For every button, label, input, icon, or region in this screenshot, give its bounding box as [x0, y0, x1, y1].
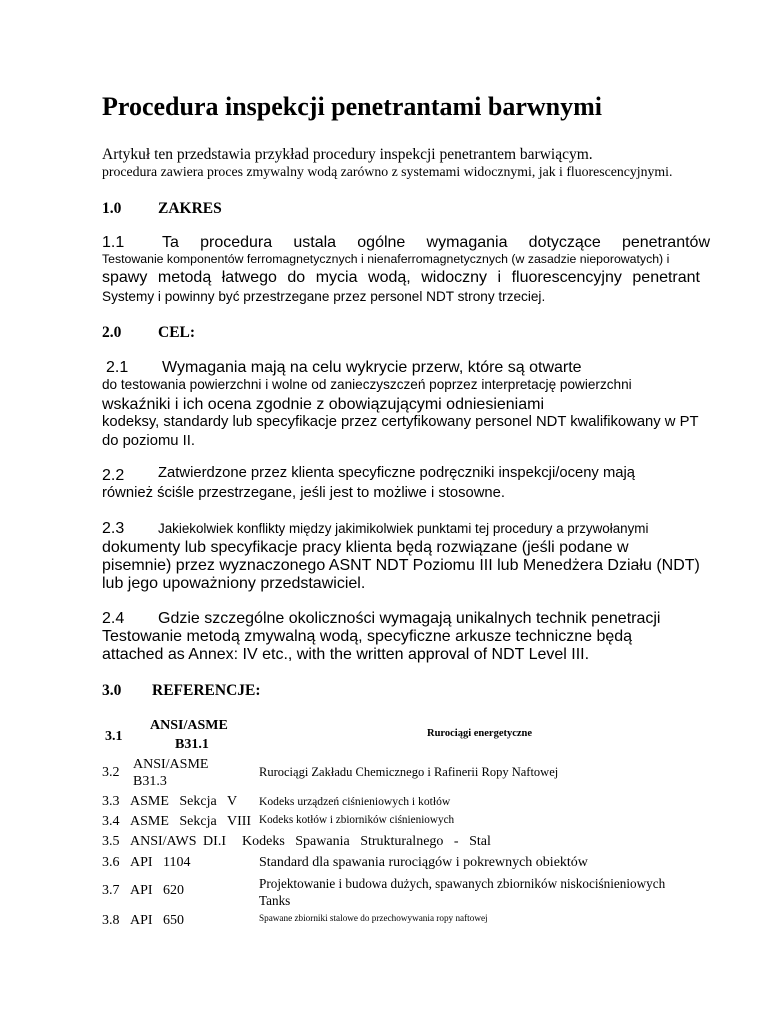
section-3-title: REFERENCJE:	[152, 682, 261, 699]
para-2-1-line-4: kodeksy, standardy lub specyfikacje przez certyfikowany personel NDT kwalifikowany w PT	[102, 414, 699, 430]
ref-code: ANSI/AWS DI.I	[130, 834, 226, 849]
ref-description: Spawane zbiorniki stalowe do przechowywania ropy naftowej	[259, 913, 488, 923]
para-1-1-line-3: spawy metodą łatwego do mycia wodą, widoczny i fluorescencyjny penetrant	[102, 269, 700, 286]
para-2-1-line-5: do poziomu II.	[102, 433, 195, 449]
ref-number: 3.1	[105, 729, 123, 744]
section-2-number: 2.0	[102, 324, 122, 341]
para-2-1-line-1: Wymagania mają na celu wykrycie przerw, które są otwarte	[162, 359, 582, 376]
para-2-3-line-1: Jakiekolwiek konflikty między jakimikolwiek punktami tej procedury a przywołanymi	[158, 521, 649, 536]
para-2-3-line-3: pisemnie) przez wyznaczonego ASNT NDT Poziomu III lub Menedżera Działu (NDT)	[102, 557, 700, 574]
para-2-4-number: 2.4	[102, 610, 125, 627]
ref-number: 3.6	[102, 855, 120, 870]
ref-description: Kodeks kotłów i zbiorników ciśnieniowych	[259, 814, 455, 826]
para-1-1-line-1: Ta procedura ustala ogólne wymagania dotyczące penetrantów	[162, 234, 710, 251]
ref-description: Kodeks urządzeń ciśnieniowych i kotłów	[259, 795, 451, 808]
para-2-3-number: 2.3	[102, 520, 125, 537]
para-2-2-number: 2.2	[102, 467, 125, 484]
para-2-2-line-1: Zatwierdzone przez klienta specyficzne podręczniki inspekcji/oceny mają	[158, 465, 636, 481]
ref-description-line-2: Tanks	[259, 893, 291, 908]
ref-number: 3.7	[102, 883, 120, 898]
ref-code: ASME Sekcja VIII	[130, 814, 252, 829]
ref-number: 3.2	[102, 765, 120, 780]
para-1-1-number: 1.1	[102, 234, 125, 251]
ref-number: 3.3	[102, 794, 120, 809]
para-2-1-line-3: wskaźniki i ich ocena zgodnie z obowiązującymi odniesieniami	[102, 396, 544, 413]
ref-number: 3.4	[102, 814, 120, 829]
intro-line-2: procedura zawiera proces zmywalny wodą zarówno z systemami widocznymi, jak i fluorescencyjnymi.	[102, 164, 673, 179]
ref-code: API 650	[130, 913, 185, 928]
ref-code: ASME Sekcja V	[130, 794, 238, 809]
ref-code: ANSI/ASME	[133, 757, 209, 772]
intro-line-1: Artykuł ten przedstawia przykład procedury inspekcji penetrantem barwiącym.	[102, 146, 593, 163]
page-title: Procedura inspekcji penetrantami barwnymi	[102, 92, 602, 121]
ref-code: API 620	[130, 883, 185, 898]
para-2-3-line-4: lub jego upoważniony przedstawiciel.	[102, 575, 366, 592]
para-2-4-line-3: attached as Annex: IV etc., with the written approval of NDT Level III.	[102, 646, 590, 663]
para-1-1-line-2: Testowanie komponentów ferromagnetycznych i nienaferromagnetycznych (w zasadzie nieporowatych) i	[102, 252, 670, 266]
ref-code: ANSI/ASME	[150, 718, 228, 733]
ref-code: API 1104	[130, 855, 191, 870]
para-2-1-number: 2.1	[106, 359, 129, 376]
ref-description: Rurociągi Zakładu Chemicznego i Rafinerii Ropy Naftowej	[259, 765, 559, 779]
ref-code-line-2: B31.3	[133, 774, 167, 789]
ref-description: Kodeks Spawania Strukturalnego - Stal	[242, 834, 491, 849]
ref-number: 3.8	[102, 913, 120, 928]
section-3-number: 3.0	[102, 682, 122, 699]
para-2-4-line-2: Testowanie metodą zmywalną wodą, specyficzne arkusze techniczne będą	[102, 628, 633, 645]
ref-number: 3.5	[102, 834, 120, 849]
ref-code-line-2: B31.1	[175, 737, 209, 752]
ref-description: Rurociągi energetyczne	[427, 728, 533, 739]
section-1-number: 1.0	[102, 200, 122, 217]
ref-description: Standard dla spawania rurociągów i pokrewnych obiektów	[259, 855, 588, 870]
ref-description: Projektowanie i budowa dużych, spawanych zbiorników niskociśnieniowych	[259, 876, 666, 891]
para-2-4-line-1: Gdzie szczególne okoliczności wymagają unikalnych technik penetracji	[158, 610, 661, 627]
para-1-1-line-4: Systemy i powinny być przestrzegane przez personel NDT strony trzeciej.	[102, 289, 546, 304]
para-2-2-line-2: również ściśle przestrzegane, jeśli jest to możliwe i stosowne.	[102, 485, 505, 501]
para-2-1-line-2: do testowania powierzchni i wolne od zanieczyszczeń poprzez interpretację powierzchni	[102, 377, 632, 392]
section-2-title: CEL:	[158, 324, 196, 341]
para-2-3-line-2: dokumenty lub specyfikacje pracy klienta będą rozwiązane (jeśli podane w	[102, 539, 629, 556]
section-1-title: ZAKRES	[158, 200, 222, 217]
